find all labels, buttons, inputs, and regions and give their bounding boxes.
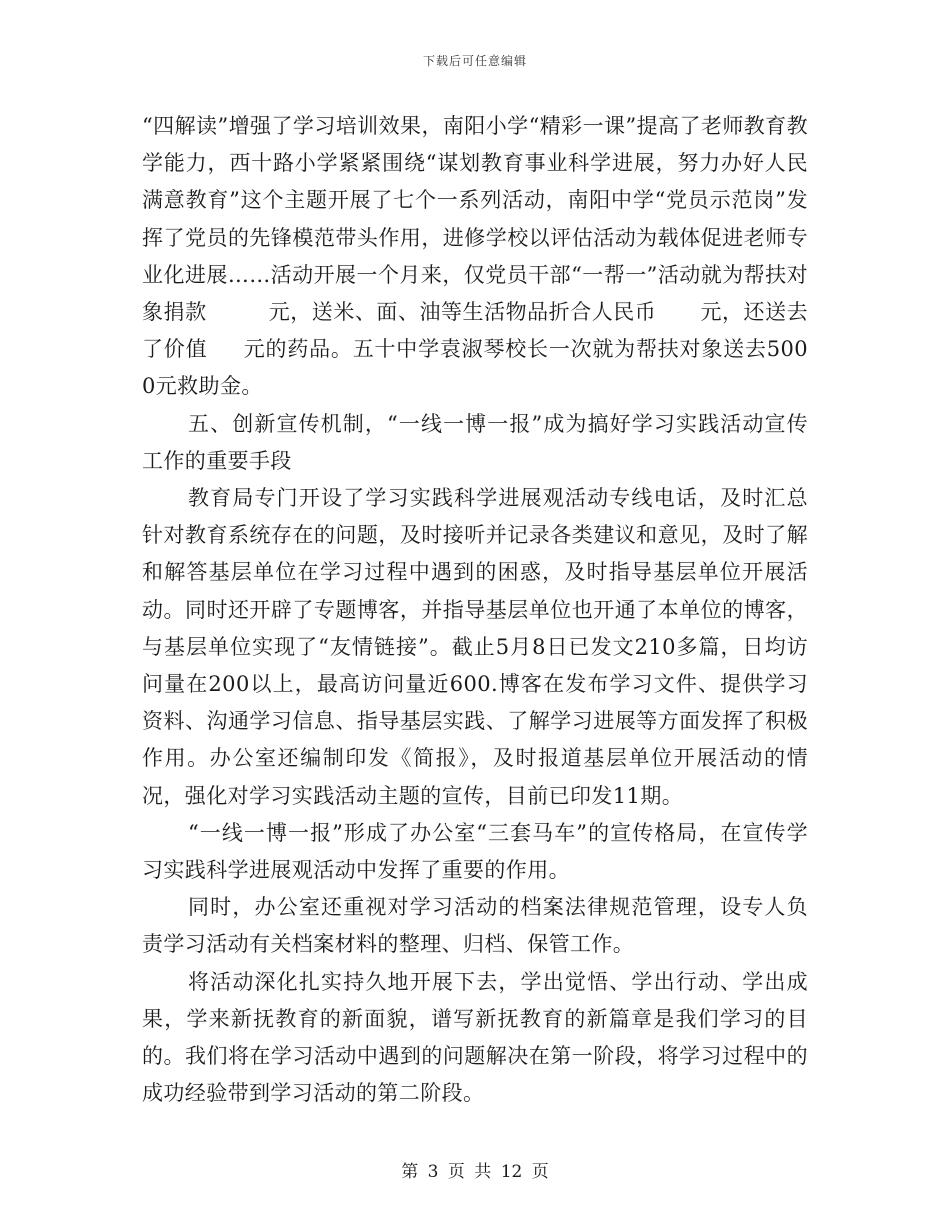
total-suffix: 页 <box>531 1162 549 1182</box>
paragraph-publicity: 教育局专门开设了学习实践科学进展观活动专线电话，及时汇总针对教育系统存在的问题，及时接听并记录各类建议和意见，及时了解和解答基层单位在学习过程中遇到的困惑，及时指导基层单位开展活动。同时还开辟了专题博客，并指导基层单位也开通了本单位的博客，与基层单位实现了“友情链接”。截止5月8日已发文210多篇，日均访问量在200以上，最高访问量近600.博客在发布学习文件、提供学习资料、沟通学习信息、指导基层实践、了解学习进展等方面发挥了积极作用。办公室还编制印发《简报》，及时报道基层单位开展活动的情况，强化对学习实践活动主题的宣传，目前已印发11期。 <box>142 486 808 808</box>
total-page-count: 12 <box>500 1162 523 1182</box>
paragraph-activities <box>142 108 808 406</box>
page-prefix: 第 <box>401 1162 419 1182</box>
paragraph-three-carriages: “一线一博一报”形成了办公室“三套马车”的宣传格局，在宣传学习实践科学进展观活动中发挥了重要的作用。 <box>142 820 808 883</box>
page-footer <box>0 1157 950 1182</box>
paragraph-activities-text-2: 元，送米、面、油等生活物品折合人民币 <box>268 300 657 325</box>
document-body <box>142 108 808 1112</box>
current-page-number: 3 <box>427 1162 439 1182</box>
paragraph-conclusion: 将活动深化扎实持久地开展下去，学出觉悟、学出行动、学出成果，学来新抚教育的新面貌，谱写新抚教育的新篇章是我们学习的目的。我们将在学习活动中遇到的问题解决在第一阶段，将学习过程中的成功经验带到学习活动的第二阶段。 <box>142 969 808 1106</box>
page-header-note: 下载后可任意编辑 <box>422 54 527 68</box>
total-prefix: 共 <box>474 1162 492 1182</box>
page-word: 页 <box>447 1162 465 1182</box>
section-heading-five: 五、创新宣传机制，“一线一博一报”成为搞好学习实践活动宣传工作的重要手段 <box>142 411 808 473</box>
paragraph-activities-text-3: 元，还送去了价值 <box>142 300 809 362</box>
paragraph-activities-text-1: “四解读”增强了学习培训效果，南阳小学“精彩一课”提高了老师教育教学能力，西十路小学紧紧围绕“谋划教育事业科学进展，努力办好人民满意教育”这个主题开展了七个一系列活动，南阳中学“党员示范岗”发挥了党员的先锋模范带头作用，进修学校以评估活动为载体促进老师专业化进展……活动开展一个月来，仅党员干部“一帮一”活动就为帮扶对象捐款 <box>142 114 808 325</box>
paragraph-activities-text-4: 元的药品。五十中学袁淑琴校长一次就为帮扶对象送去5000元救助金。 <box>142 337 808 399</box>
paragraph-archives: 同时，办公室还重视对学习活动的档案法律规范管理，设专人负责学习活动有关档案材料的整理、归档、保管工作。 <box>142 895 808 957</box>
